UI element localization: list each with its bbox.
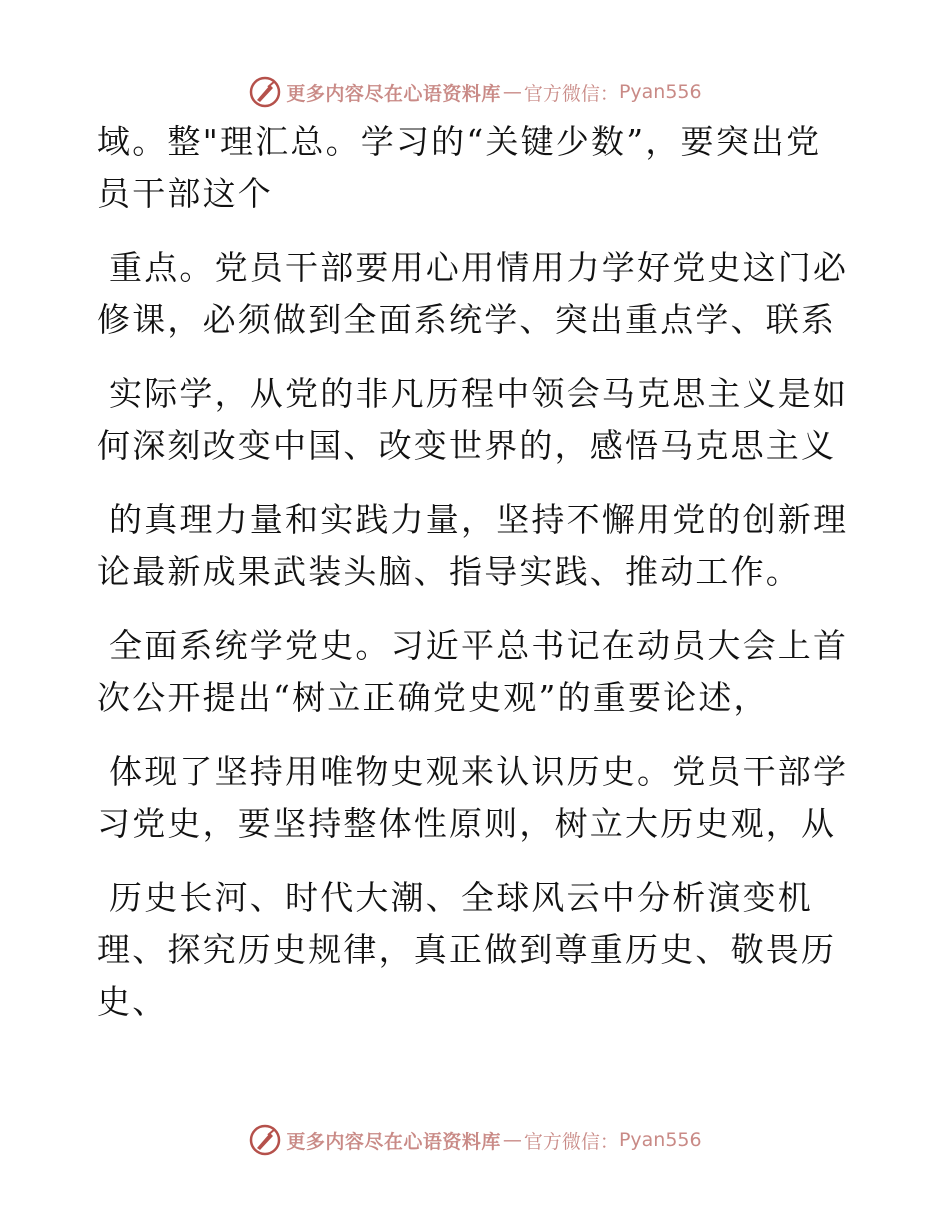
paragraph xyxy=(97,746,849,850)
document-body xyxy=(97,116,849,1050)
text-line: 习党史，要坚持整体性原则，树立大历史观，从 xyxy=(97,804,837,843)
text-line: 理、探究历史规律，真正做到尊重历史、敬畏历 xyxy=(97,930,837,969)
pen-logo-icon xyxy=(248,1123,282,1157)
banner-slogan: 更多内容尽在心语资料库 xyxy=(286,1130,501,1153)
text-line: 次公开提出“树立正确党史观”的重要论述， xyxy=(97,678,769,717)
banner-separator: — xyxy=(502,1129,522,1151)
wechat-label: 官方微信： xyxy=(523,1130,619,1153)
paragraph xyxy=(97,368,849,472)
wechat-label: 官方微信： xyxy=(523,82,619,105)
text-line: 员干部这个 xyxy=(97,174,273,213)
paragraph xyxy=(97,620,849,724)
header-banner xyxy=(0,70,950,114)
pen-logo-icon xyxy=(248,75,282,109)
text-line: 全面系统学党史。习近平总书记在动员大会上首 xyxy=(109,626,849,665)
paragraph xyxy=(97,116,837,220)
text-line: 何深刻改变中国、改变世界的，感悟马克思主义 xyxy=(97,426,837,465)
text-line: 的真理力量和实践力量，坚持不懈用党的创新理 xyxy=(109,500,849,539)
footer-banner xyxy=(0,1118,950,1162)
text-line: 修课，必须做到全面系统学、突出重点学、联系 xyxy=(97,300,837,339)
banner-separator: — xyxy=(502,81,522,103)
wechat-id: Pyan556 xyxy=(618,1129,702,1151)
text-line: 域。整"理汇总。学习的“关键少数”，要突出党 xyxy=(97,122,822,161)
text-line: 重点。党员干部要用心用情用力学好党史这门必 xyxy=(109,248,849,287)
text-line: 体现了坚持用唯物史观来认识历史。党员干部学 xyxy=(109,752,849,791)
paragraph xyxy=(97,872,837,1028)
paragraph xyxy=(97,242,849,346)
banner-slogan: 更多内容尽在心语资料库 xyxy=(286,82,501,105)
text-line: 实际学，从党的非凡历程中领会马克思主义是如 xyxy=(109,374,849,413)
text-line: 史、 xyxy=(97,982,168,1021)
text-line: 论最新成果武装头脑、指导实践、推动工作。 xyxy=(97,552,801,591)
wechat-id: Pyan556 xyxy=(618,81,702,103)
paragraph xyxy=(97,494,849,598)
text-line: 历史长河、时代大潮、全球风云中分析演变机 xyxy=(109,878,813,917)
